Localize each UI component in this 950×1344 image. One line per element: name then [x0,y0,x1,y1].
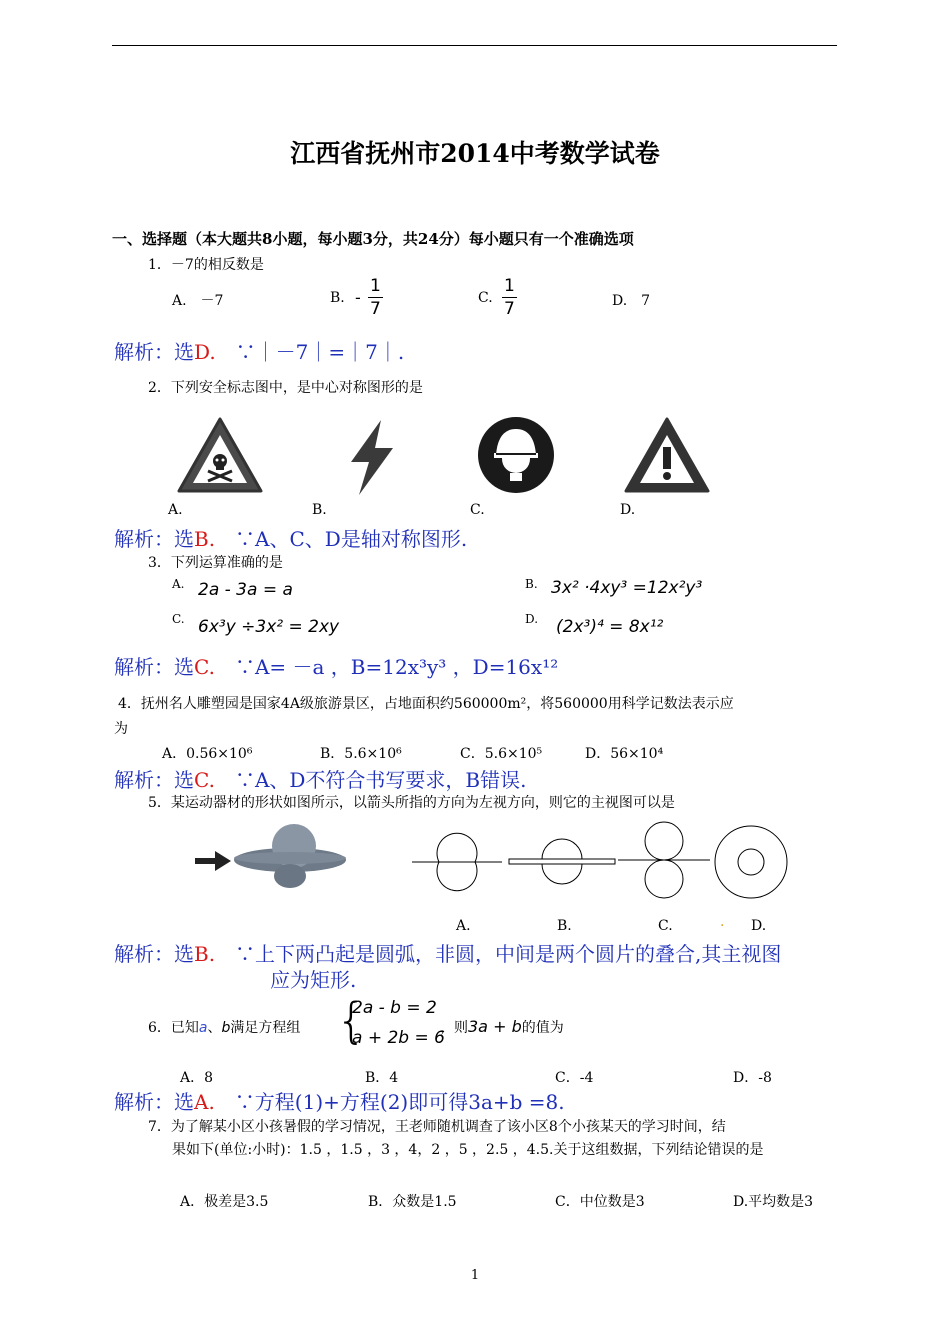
q5-label-b: B. [557,918,572,934]
decorative-dot: . [720,914,725,930]
q5-label-c: C. [658,918,673,934]
q4-answer: 解析：选C. ∵A、D不符合书写要求，B错误. [114,768,527,792]
q3-option-b-label: B. [525,577,538,591]
lightning-bolt-icon [345,420,400,495]
q4-option-d: D．56×10⁴ [585,746,664,762]
q7-stem-line1: 7．为了解某小区小孩暑假的学习情况，王老师随机调查了该小区8个小孩某天的学习时间，结 [148,1119,726,1135]
q3-option-a-label: A. [172,577,185,591]
q3-option-c-expression: 6x³y ÷3x² = 2xy [198,617,340,637]
exclamation-warning-sign-icon [622,415,712,495]
q4-option-b: B．5.6×10⁶ [320,746,402,762]
q3-answer: 解析：选C. ∵A= －a ，B=12x³y³ ，D=16x¹² [114,655,559,679]
q6-option-c: C．-4 [555,1070,594,1086]
q6-equation-2: a + 2b = 6 [352,1028,445,1048]
q6-stem: 6．已知a、b满足方程组 [148,1020,301,1036]
right-arrow-icon [195,851,231,871]
q1-option-b-fraction [368,275,383,320]
view-option-b-figure [509,827,615,897]
q3-option-a-expression: 2a - 3a = a [198,580,293,600]
q1-option-c-label: C. [478,290,493,306]
q6-answer: 解析：选A. ∵方程(1)+方程(2)即可得3a+b =8. [114,1090,565,1114]
q4-stem-line2: 为 [114,721,128,737]
q5-stem: 5．某运动器材的形状如图所示，以箭头所指的方向为左视方向，则它的主视图可以是 [148,795,675,811]
q7-option-d: D.平均数是3 [733,1194,814,1210]
q7-option-c: C．中位数是3 [555,1194,645,1210]
q7-stem-line2: 果如下(单位:小时)：1.5 ，1.5 ，3 ，4，2 ，5 ，2.5 ，4.5.关于这组数据，下列结论错误的是 [172,1142,764,1158]
fraction-numerator: 1 [504,276,515,296]
q1-option-b-label: B. [330,290,345,306]
q2-label-b: B. [312,502,327,518]
fraction-denominator: 7 [504,299,515,319]
safety-helmet-sign-icon [476,415,556,495]
q6-option-d: D．-8 [733,1070,772,1086]
q1-option-d: D. 7 [612,293,651,309]
section-heading: 一、选择题（本大题共8小题，每小题3分，共24分）每小题只有一个准确选项 [112,230,634,248]
view-option-d-figure [713,824,789,900]
header-rule [112,45,837,46]
view-option-a-figure [412,827,502,897]
q3-option-d-label: D. [525,612,539,626]
q4-stem-line1: 4．抚州名人雕塑园是国家4A级旅游景区，占地面积约560000m²，将560000用科学记数法表示应 [118,696,734,712]
sports-equipment-photo [232,822,348,894]
q6-stem-tail: ，则3a + b的值为 [440,1017,564,1036]
q2-stem: 2．下列安全标志图中，是中心对称图形的是 [148,380,423,396]
page-number: 1 [470,1268,480,1283]
q3-option-b-expression: 3x² ·4xy³ =12x²y³ [551,578,703,598]
q1-option-b-sign: - [355,288,361,307]
q3-stem: 3．下列运算准确的是 [148,555,283,571]
q6-option-b: B．4 [365,1070,399,1086]
fraction-denominator: 7 [370,299,381,319]
q2-answer: 解析：选B. ∵A、C、D是轴对称图形. [114,527,468,551]
q7-option-b: B．众数是1.5 [368,1194,457,1210]
q4-option-a: A．0.56×10⁶ [162,746,253,762]
q2-label-d: D. [620,502,636,518]
view-option-c-figure [618,820,710,900]
equation-system-brace: { [336,993,367,1049]
q2-label-c: C. [470,502,485,518]
toxic-warning-sign-icon [175,415,265,495]
q1-option-c-fraction [502,275,517,320]
q1-stem: 1．－7的相反数是 [148,257,264,273]
q4-option-c: C．5.6×10⁵ [460,746,543,762]
q3-option-c-label: C. [172,612,185,626]
q5-answer-line1: 解析：选B. ∵上下两凸起是圆弧，非圆，中间是两个圆片的叠合,其主视图 [114,942,782,966]
q3-option-d-expression: (2x³)⁴ = 8x¹² [556,617,664,637]
q1-answer: 解析：选D. ∵｜－7｜=｜7｜. [114,340,405,364]
q5-answer-line2: 应为矩形. [270,968,357,992]
fraction-numerator: 1 [370,276,381,296]
page-title: 江西省抚州市2014中考数学试卷 [290,139,660,168]
q6-equation-1: 2a - b = 2 [352,998,437,1018]
q7-option-a: A．极差是3.5 [180,1194,269,1210]
q5-label-a: A. [456,918,471,934]
q5-label-d: D. [751,918,767,934]
q2-label-a: A. [168,502,183,518]
q1-option-a: A. －7 [172,293,224,309]
q6-option-a: A．8 [180,1070,214,1086]
